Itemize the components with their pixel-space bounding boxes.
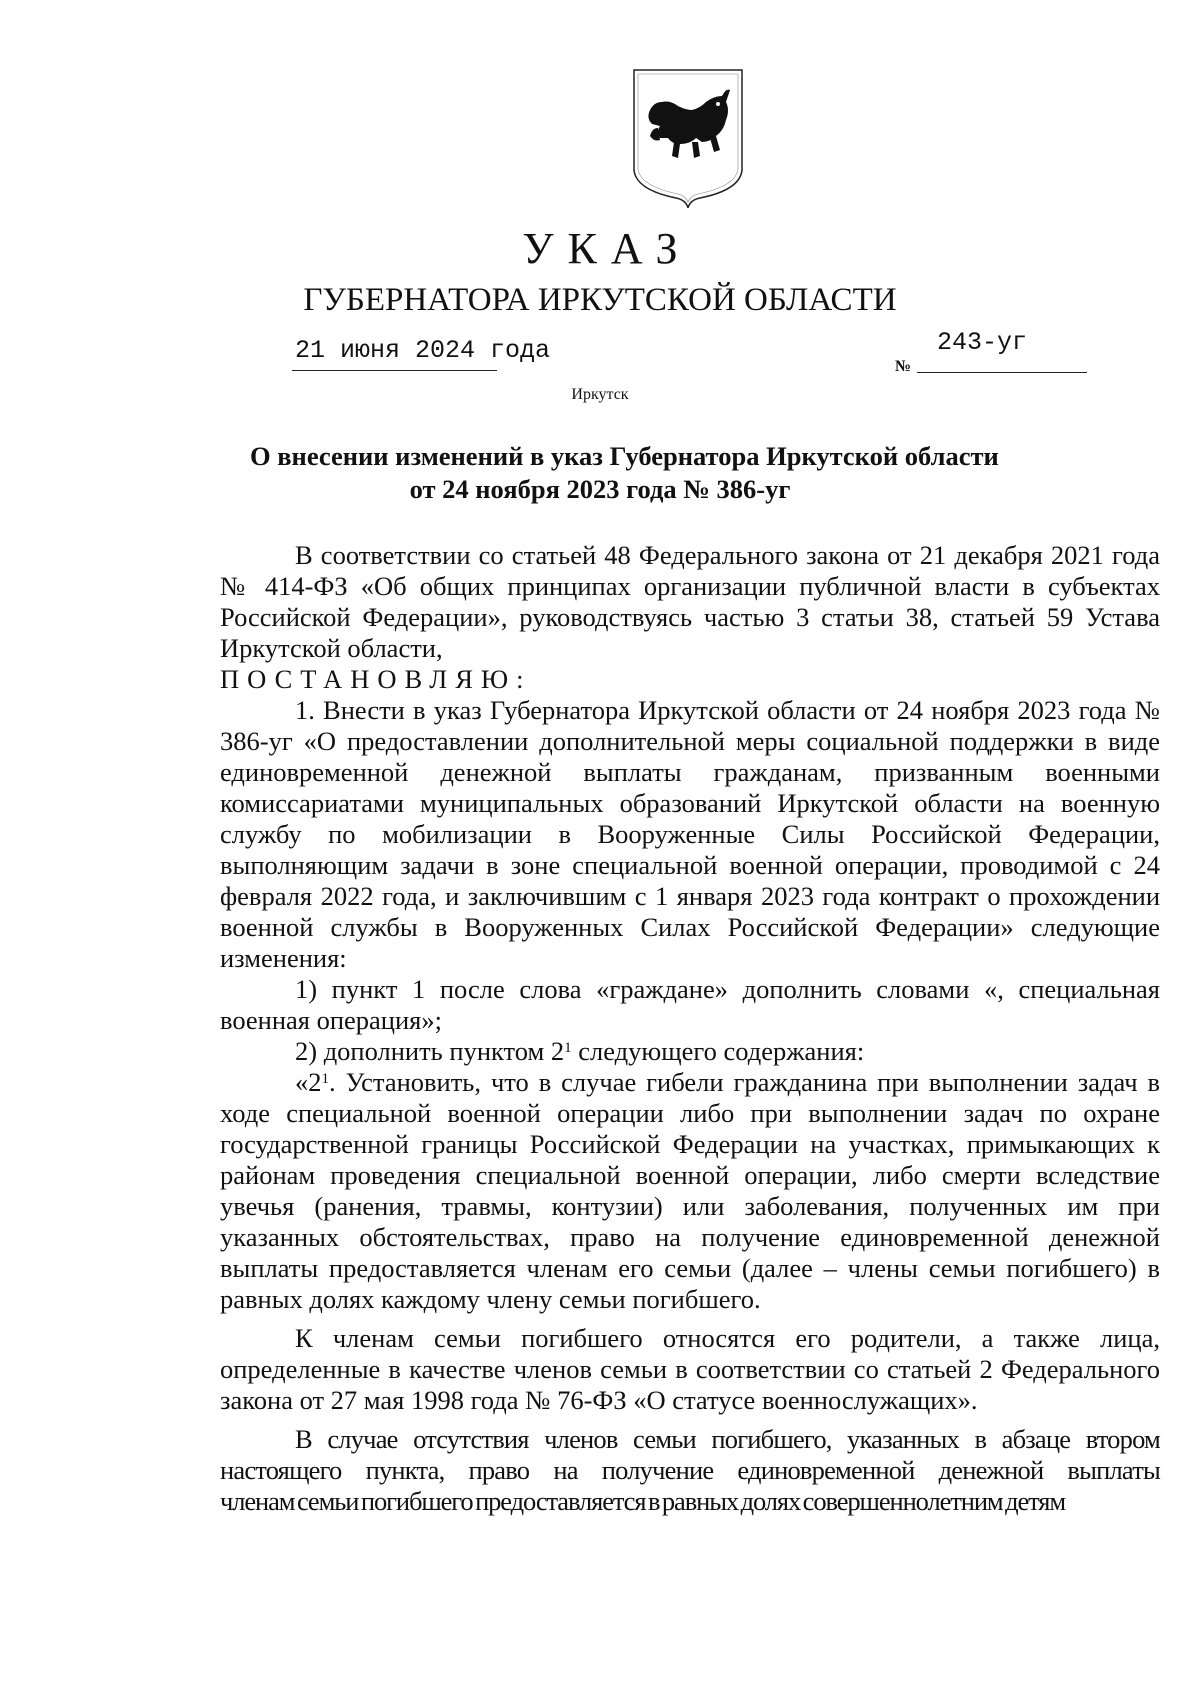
subitem-2-superscript: 1: [564, 1040, 572, 1056]
document-type: УКАЗ: [522, 224, 692, 273]
decree-heading: [250, 440, 999, 506]
date-underline: [292, 370, 497, 371]
absence-text-2: членам семьи погибшего предоставляется в равных долях совершеннолетним детям: [220, 1486, 1066, 1516]
decree-body: [220, 540, 1160, 1517]
subitem-2-paragraph: [220, 1036, 1160, 1067]
number-underline: [917, 372, 1087, 373]
subitem-2-prefix: 2) дополнить пунктом 2: [295, 1036, 565, 1066]
heading-line-2: от 24 ноября 2023 года № 386-уг: [409, 474, 791, 504]
preamble-paragraph: В соответствии со статьей 48 Федерального закона от 21 декабря 2021 года № 414-ФЗ «Об общих принципах организации публичной власти в субъектах Российской Федерации», руководствуясь частью 3 статьи 38, статьей 59 Устава Иркутской области,: [220, 540, 1160, 663]
heading-line-1: О внесении изменений в указ Губернатора Иркутской области: [250, 441, 999, 471]
irkutsk-coat-of-arms-icon: [630, 66, 746, 208]
subitem-2-suffix: следующего содержания:: [571, 1036, 865, 1066]
absence-text-1: В случае отсутствия членов семьи погибшего, указанных в абзаце втором настоящего пункта, право на получение единовременной денежной выплаты: [220, 1424, 1160, 1485]
item-1-paragraph: 1. Внести в указ Губернатора Иркутской области от 24 ноября 2023 года № 386-уг «О предоставлении дополнительной меры социальной поддержки в виде единовременной денежной выплаты гражданам, призванным военными комиссариатами муниципальных образований Иркутской области на военную службу по мобилизации в Вооруженные Силы Российской Федерации, выполняющим задачи в зоне специальной военной операции, проводимой с 24 февраля 2022 года, и заключившим с 1 января 2023 года контракт о прохождении военной службы в Вооруженных Силах Российской Федерации» следующие изменения:: [220, 695, 1160, 973]
issuer-title: ГУБЕРНАТОРА ИРКУТСКОЙ ОБЛАСТИ: [303, 282, 897, 318]
decree-number: 243-уг: [937, 328, 1028, 357]
point-2-1-superscript: 1: [321, 1071, 329, 1087]
family-paragraph: К членам семьи погибшего относятся его родители, а также лица, определенные в качестве членов семьи в соответствии со статьей 2 Федерального закона от 27 мая 1998 года № 76-ФЗ «О статусе военнослужащих».: [220, 1323, 1160, 1415]
city-label: Иркутск: [571, 386, 629, 403]
point-2-1-paragraph: [220, 1067, 1160, 1315]
decree-date: 21 июня 2024 года: [295, 336, 551, 365]
absence-paragraph: [220, 1424, 1160, 1517]
decree-word: ПОСТАНОВЛЯЮ:: [220, 664, 532, 694]
subitem-1-paragraph: 1) пункт 1 после слова «граждане» дополнить словами «, специальная военная операция»;: [220, 974, 1160, 1035]
point-2-1-text: . Установить, что в случае гибели гражданина при выполнении задач в ходе специальной военной операции либо при выполнении задач по охране государственной границы Российской Федерации на участках, примыкающих к районам проведения специальной военной операции, либо смерти вследствие увечья (ранения, травмы, контузии) или заболевания, полученных им при указанных обстоятельствах, право на получение единовременной денежной выплаты предоставляется членам его семьи (далее – члены семьи погибшего) в равных долях каждому члену семьи погибшего.: [220, 1067, 1160, 1314]
point-2-1-prefix: «2: [295, 1067, 322, 1097]
number-sign: №: [895, 358, 912, 375]
